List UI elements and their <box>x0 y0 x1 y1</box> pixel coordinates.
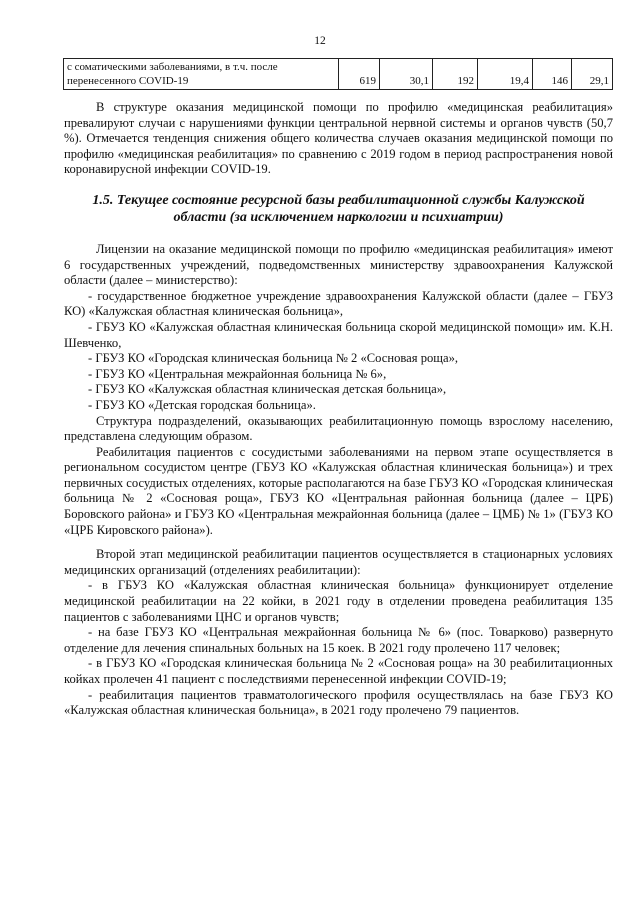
section-heading: 1.5. Текущее состояние ресурсной базы реабилитационной службы Калужской области (за исключением наркологии и психиатрии) <box>92 192 585 225</box>
table-cell-value: 146 <box>533 59 572 90</box>
page-number: 12 <box>314 35 326 47</box>
table-cell-value: 29,1 <box>572 59 613 90</box>
paragraph: Лицензии на оказание медицинской помощи по профилю «медицинская реабилитация» имеют 6 государственных учреждений, подведомственных министерству здравоохранения Калужской области (далее – министерство): <box>64 241 613 288</box>
list-item: - ГБУЗ КО «Городская клиническая больница № 2 «Сосновая роща», <box>88 351 459 366</box>
list-item: - на базе ГБУЗ КО «Центральная межрайонная больница № 6» (пос. Товарково) развернуто отделение для лечения спинальных больных на 15 коек. В 2021 году пролечено 117 человек; <box>64 625 613 655</box>
list-item: - государственное бюджетное учреждение здравоохранения Калужской области (далее – ГБУЗ КО) «Калужская областная клиническая больница», <box>64 288 613 319</box>
list-item: - ГБУЗ КО «Калужская областная клиническая больница скорой медицинской помощи» им. К.Н. Шевченко, <box>64 319 613 350</box>
paragraph: Реабилитация пациентов с сосудистыми заболеваниями на первом этапе осуществляется в региональном сосудистом центре (ГБУЗ КО «Калужская областная клиническая больница») и трех первичных сосудистых отделениях, которые располагаются на базе ГБУЗ КО «Городская клиническая больница № 2 «Сосновая роща», ГБУЗ КО «Центральная районная больница (далее – ЦРБ) Боровского района» и ГБУЗ КО «Центральная межрайонная больница (далее – ЦМБ) № 1» (ГБУЗ КО «ЦРБ Кировского района»). <box>64 444 613 537</box>
list-item: - ГБУЗ КО «Центральная межрайонная больница № 6», <box>88 366 387 381</box>
paragraph: В структуре оказания медицинской помощи по профилю «медицинская реабилитация» превалируют случаи с нарушениями функции центральной нервной системы и органов чувств (50,7 %). Отмечается тенденция снижения общего количества случаев оказания медицинской помощи по профилю «медицинская реабилитация» по сравнению с 2019 годом в период распространения новой коронавирусной инфекции COVID-19. <box>64 100 613 177</box>
paragraph: Структура подразделений, оказывающих реабилитационную помощь взрослому населению, представлена следующим образом. <box>64 413 613 444</box>
table-row <box>64 59 613 90</box>
list-item: - ГБУЗ КО «Детская городская больница». <box>88 397 316 412</box>
list-item: - ГБУЗ КО «Калужская областная клиническая детская больница», <box>88 382 447 397</box>
statistics-table <box>63 58 613 90</box>
paragraph: Второй этап медицинской реабилитации пациентов осуществляется в стационарных условиях медицинских организаций (отделениях реабилитации): <box>64 547 613 577</box>
table-cell-value: 19,4 <box>478 59 533 90</box>
list-item: - в ГБУЗ КО «Калужская областная клиническая больница» функционирует отделение медицинской реабилитации на 22 койки, в 2021 году в отделении проведена реабилитация 135 пациентов с заболеваниями ЦНС и органов чувств; <box>64 578 613 624</box>
table-cell-value: 192 <box>433 59 478 90</box>
table-cell-label: с соматическими заболеваниями, в т.ч. после перенесенного COVID-19 <box>64 59 339 90</box>
document-body <box>64 100 613 719</box>
table-cell-value: 30,1 <box>380 59 433 90</box>
table-cell-value: 619 <box>339 59 380 90</box>
list-item: - в ГБУЗ КО «Городская клиническая больница № 2 «Сосновая роща» на 30 реабилитационных койках пролечен 41 пациент с последствиями перенесенной инфекции COVID-19; <box>64 656 613 686</box>
list-item: - реабилитация пациентов травматологического профиля осуществлялась на базе ГБУЗ КО «Калужская областная клиническая больница», в 2021 году пролечено 79 пациентов. <box>64 687 613 718</box>
